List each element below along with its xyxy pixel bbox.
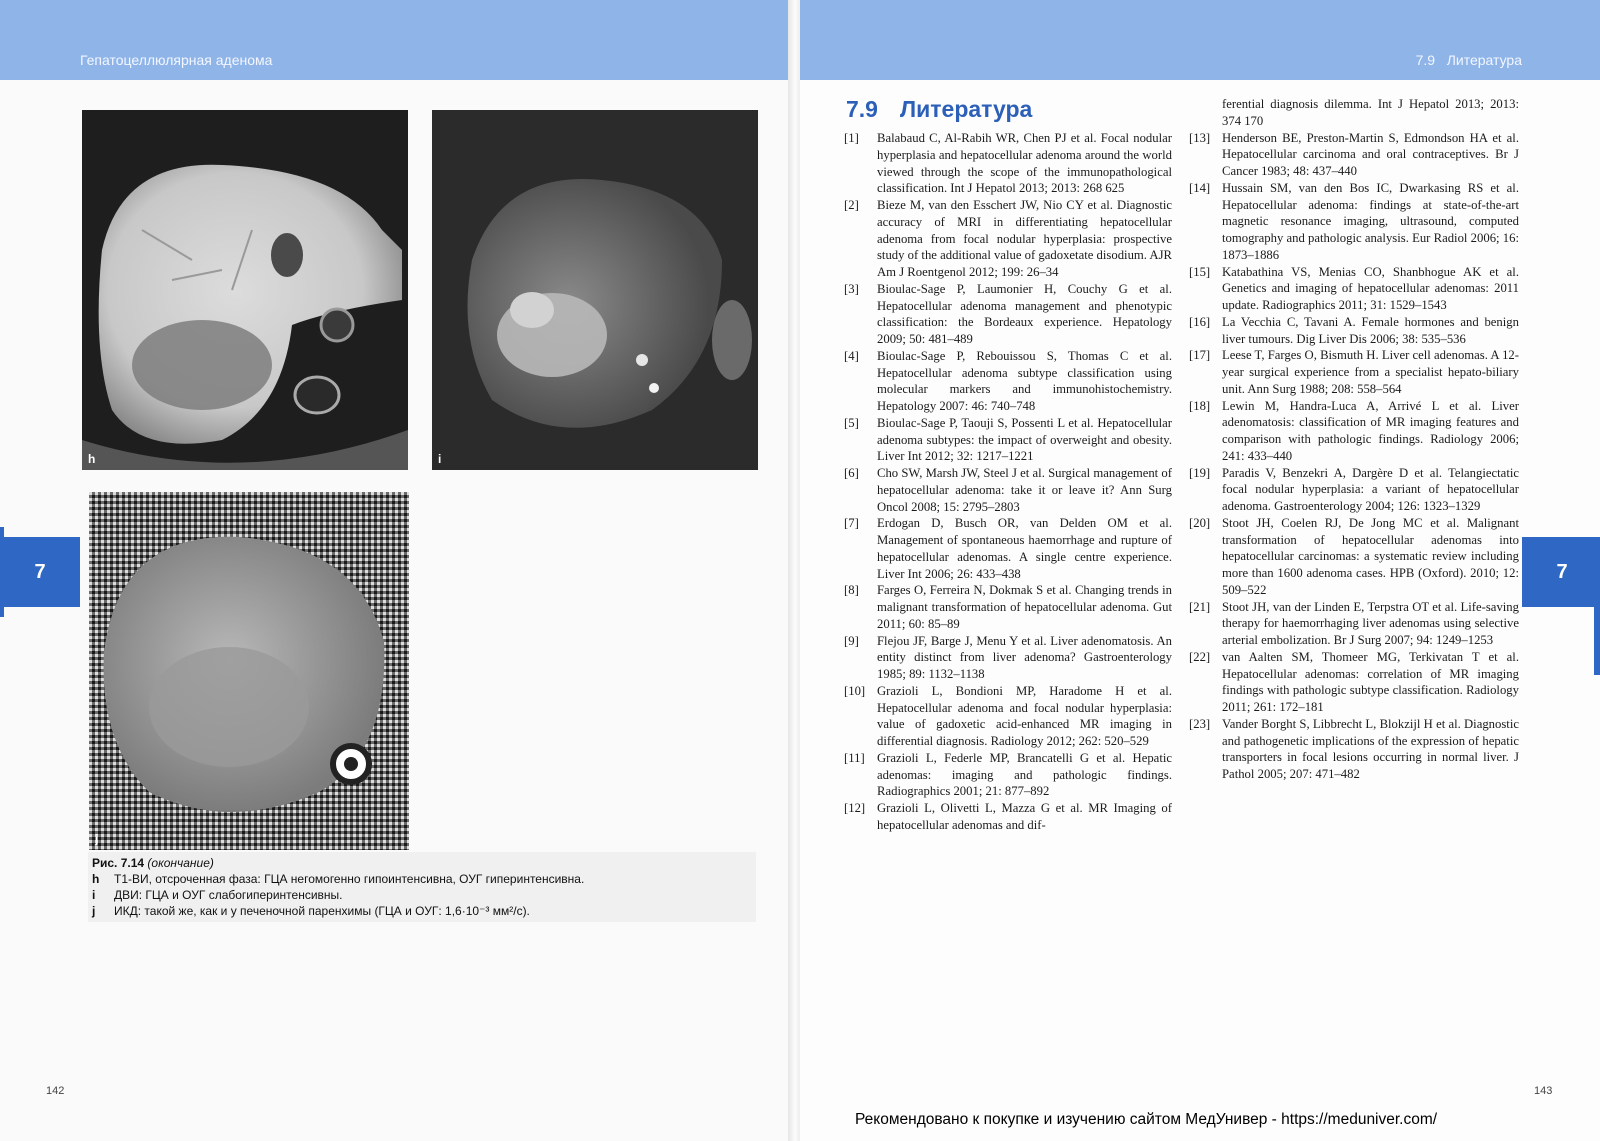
reference-item: [15] Katabathina VS, Menias CO, Shanbhogue AK et al. Genetics and imaging of hepatocellular adenomas: 2011 update. Radiographics 2011; 31: 1529–1543 xyxy=(1189,264,1519,312)
reference-item: [4] Bioulac-Sage P, Rebouissou S, Thomas C et al. Hepatocellular adenoma subtype classification using molecular markers and immunohistochemistry. Hepatology 2007: 46: 740–748 xyxy=(844,348,1172,413)
reference-item: [19] Paradis V, Benzekri A, Dargère D et al. Telangiectatic focal nodular hyperplasia: a variant of hepatocellular adenoma. Gastroenterology 2004; 126: 1323–1329 xyxy=(1189,465,1519,513)
reference-item: [1] Balabaud C, Al-Rabih WR, Chen PJ et al. Focal nodular hyperplasia and hepatocellular adenoma around the world viewed through the scope of the immunopathological classification. Int J Hepatol 2013; 2013: 268 625 xyxy=(844,131,1172,196)
caption-subtitle: (окончание) xyxy=(147,856,214,870)
references-column-left xyxy=(844,130,1172,834)
reference-item: [12] Grazioli L, Olivetti L, Mazza G et al. MR Imaging of hepatocellular adenomas and dif- xyxy=(844,801,1172,832)
caption-line-h: h T1-ВИ, отсроченная фаза: ГЦА негомогенно гипоинтенсивна, ОУГ гиперинтенсивна. xyxy=(92,872,585,886)
reference-item: [8] Farges O, Ferreira N, Dokmak S et al. Changing trends in malignant transformation of hepatocellular adenoma. Gut 2011; 60: 85–89 xyxy=(844,583,1172,631)
reference-item: [3] Bioulac-Sage P, Laumonier H, Couchy G et al. Hepatocellular adenoma management and phenotypic classification: the Bordeaux experience. Hepatology 2009; 50: 481–489 xyxy=(844,281,1172,346)
reference-item: [13] Henderson BE, Preston-Martin S, Edmondson HA et al. Hepatocellular carcinoma and oral contraceptives. Br J Cancer 1983; 48: 437–440 xyxy=(1189,130,1519,178)
scan-label-j: j xyxy=(95,832,99,846)
mri-scan-j xyxy=(89,492,409,850)
reference-item: [20] Stoot JH, Coelen RJ, De Jong MC et al. Malignant transformation of hepatocellular adenomas into hepatocellular carcinomas: a systematic review including more than 1600 adenoma cases. HPB (Oxford). 2010; 12: 509–522 xyxy=(1189,515,1519,597)
page-number-right: 143 xyxy=(1534,1085,1553,1097)
edge-strip-right xyxy=(1594,600,1600,675)
mri-scan-j-image xyxy=(89,492,409,850)
caption-line-j: j ИКД: такой же, как и у печеночной паренхимы (ГЦА и ОУГ: 1,6·10⁻³ мм²/с). xyxy=(92,904,530,918)
chapter-tab-left: 7 xyxy=(0,537,80,607)
section-title: Литература xyxy=(899,96,1033,122)
caption-title xyxy=(92,856,214,870)
mri-scan-i xyxy=(432,110,758,470)
reference-item: [21] Stoot JH, van der Linden E, Terpstra OT et al. Life-saving therapy for haemorrhaging liver adenomas using selective arterial embolization. Br J Surg 2007; 94: 1249–1253 xyxy=(1189,599,1519,647)
running-head-left: Гепатоцеллюлярная аденома xyxy=(80,52,273,68)
reference-item: [10] Grazioli L, Bondioni MP, Haradome H et al. Hepatocellular adenoma and focal nodular hyperplasia: value of gadoxetic acid-enhanced MR imaging in differential diagnosis. Radiology 2012; 262: 520–529 xyxy=(844,683,1172,748)
reference-item: [5] Bioulac-Sage P, Taouji S, Possenti L et al. Hepatocellular adenoma subtypes: the impact of overweight and obesity. Liver Int 2012; 32: 1217–1221 xyxy=(844,415,1172,464)
page-number-left: 142 xyxy=(46,1085,65,1097)
reference-item: [16] La Vecchia C, Tavani A. Female hormones and benign liver tumours. Dig Liver Dis 2006; 38: 535–536 xyxy=(1189,314,1519,346)
reference-item: [9] Flejou JF, Barge J, Menu Y et al. Liver adenomatosis. An entity distinct from liver adenoma? Gastroenterology 1985; 89: 1132–1138 xyxy=(844,633,1172,681)
edge-strip-left xyxy=(0,527,4,617)
figure-caption xyxy=(88,852,756,922)
section-number: 7.9 xyxy=(846,96,878,122)
scan-label-h: h xyxy=(88,452,96,466)
right-page-header xyxy=(800,0,1600,80)
caption-figure-number: Рис. 7.14 xyxy=(92,856,145,870)
section-heading xyxy=(846,96,1032,123)
left-page-header xyxy=(0,0,790,80)
references-column-right xyxy=(1189,96,1519,783)
scan-label-i: i xyxy=(438,452,442,466)
reference-item: [6] Cho SW, Marsh JW, Steel J et al. Surgical management of hepatocellular adenoma: take it or leave it? Ann Surg Oncol 2008; 15: 2795–2803 xyxy=(844,466,1172,514)
mri-scan-i-image xyxy=(432,110,758,470)
running-head-right: 7.9 Литература xyxy=(1415,52,1522,68)
footer-watermark-note: Рекомендовано к покупке и изучению сайтом МедУнивер - https://meduniver.com/ xyxy=(855,1111,1438,1128)
reference-item: [14] Hussain SM, van den Bos IC, Dwarkasing RS et al. Hepatocellular adenoma: findings at state-of-the-art magnetic resonance imaging, ultrasound, computed tomography and pathologic analysis. Eur Radiol 2006; 16: 1873–1886 xyxy=(1189,180,1519,262)
reference-item: [23] Vander Borght S, Libbrecht L, Blokzijl H et al. Diagnostic and pathogenetic implications of the expression of hepatic transporters in focal lesions occurring in normal liver. J Pathol 2005; 207: 471–482 xyxy=(1189,716,1519,781)
chapter-tab-right: 7 xyxy=(1522,537,1600,607)
reference-continuation: ferential diagnosis dilemma. Int J Hepatol 2013; 2013: 374 170 xyxy=(1222,97,1519,128)
reference-item: [11] Grazioli L, Federle MP, Brancatelli G et al. Hepatic adenomas: imaging and pathologic findings. Radiographics 2001; 21: 877–892 xyxy=(844,750,1172,799)
caption-line-i: i ДВИ: ГЦА и ОУГ слабогиперинтенсивны. xyxy=(92,888,343,902)
reference-item: [22] van Aalten SM, Thomeer MG, Terkivatan T et al. Hepatocellular adenomas: correlation of MR imaging findings with pathologic subtype classification. Radiology 2011; 261: 172–181 xyxy=(1189,649,1519,714)
mri-scan-h-image xyxy=(82,110,408,470)
mri-scan-h xyxy=(82,110,408,470)
reference-item: [18] Lewin M, Handra-Luca A, Arrivé L et al. Liver adenomatosis: classification of MR imaging features and comparison with pathologic findings. Radiology 2006; 241: 433–440 xyxy=(1189,398,1519,463)
reference-item: [2] Bieze M, van den Esschert JW, Nio CY et al. Diagnostic accuracy of MRI in differentiating hepatocellular adenoma from focal nodular hyperplasia: prospective study of the additional value of gadoxetate disodium. AJR Am J Roentgenol 2012; 199: 26–34 xyxy=(844,198,1172,279)
reference-item: [17] Leese T, Farges O, Bismuth H. Liver cell adenomas. A 12-year surgical experience from a specialist hepato-biliary unit. Ann Surg 1988; 208: 558–564 xyxy=(1189,348,1519,396)
reference-item: [7] Erdogan D, Busch OR, van Delden OM et al. Management of spontaneous haemorrhage and rupture of hepatocellular adenomas. A single centre experience. Liver Int 2006; 26: 433–438 xyxy=(844,516,1172,581)
